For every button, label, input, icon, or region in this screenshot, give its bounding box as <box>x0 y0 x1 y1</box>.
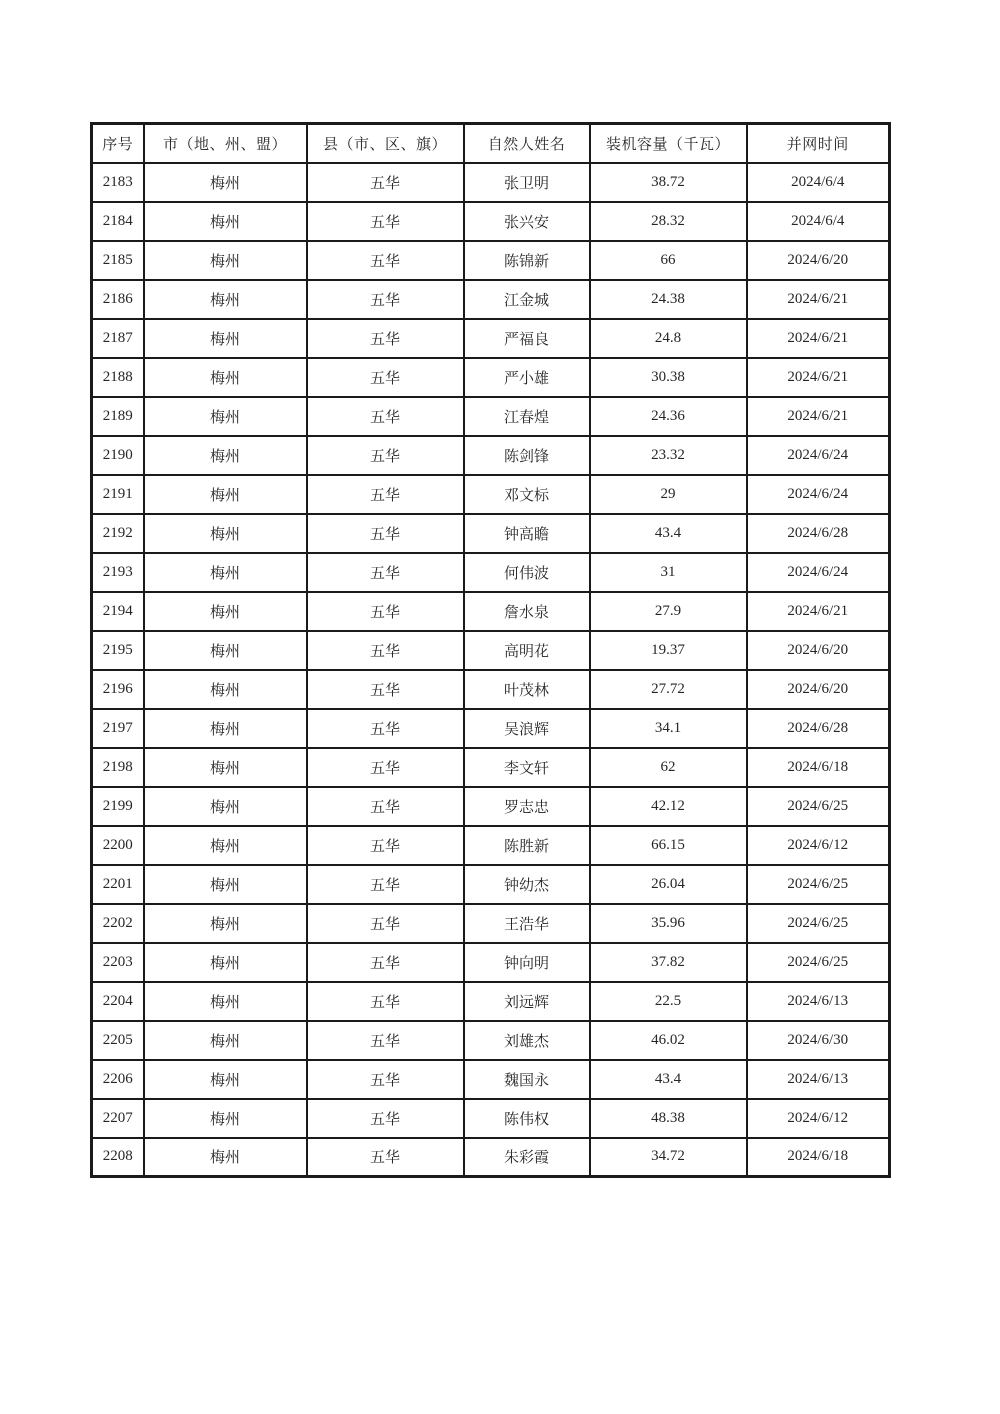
cell-city: 梅州 <box>144 163 307 202</box>
cell-city: 梅州 <box>144 709 307 748</box>
cell-person_name: 严小雄 <box>464 358 590 397</box>
cell-person_name: 刘雄杰 <box>464 1021 590 1060</box>
cell-serial: 2196 <box>92 670 144 709</box>
table-row <box>92 904 890 943</box>
cell-capacity_kw: 23.32 <box>590 436 747 475</box>
cell-serial: 2198 <box>92 748 144 787</box>
cell-city: 梅州 <box>144 982 307 1021</box>
cell-capacity_kw: 34.72 <box>590 1138 747 1177</box>
cell-grid_date: 2024/6/18 <box>747 1138 890 1177</box>
cell-serial: 2184 <box>92 202 144 241</box>
cell-grid_date: 2024/6/4 <box>747 202 890 241</box>
cell-serial: 2191 <box>92 475 144 514</box>
table-row <box>92 163 890 202</box>
table-row <box>92 631 890 670</box>
cell-capacity_kw: 62 <box>590 748 747 787</box>
cell-county: 五华 <box>307 241 464 280</box>
cell-county: 五华 <box>307 514 464 553</box>
cell-serial: 2188 <box>92 358 144 397</box>
cell-county: 五华 <box>307 280 464 319</box>
cell-county: 五华 <box>307 1099 464 1138</box>
cell-city: 梅州 <box>144 397 307 436</box>
column-header-county: 县（市、区、旗） <box>307 124 464 163</box>
cell-serial: 2205 <box>92 1021 144 1060</box>
cell-county: 五华 <box>307 787 464 826</box>
cell-person_name: 张卫明 <box>464 163 590 202</box>
cell-serial: 2207 <box>92 1099 144 1138</box>
cell-person_name: 江金城 <box>464 280 590 319</box>
cell-grid_date: 2024/6/25 <box>747 904 890 943</box>
table-body <box>92 163 890 1177</box>
cell-capacity_kw: 48.38 <box>590 1099 747 1138</box>
cell-county: 五华 <box>307 709 464 748</box>
cell-capacity_kw: 22.5 <box>590 982 747 1021</box>
cell-capacity_kw: 30.38 <box>590 358 747 397</box>
cell-capacity_kw: 46.02 <box>590 1021 747 1060</box>
table-row <box>92 319 890 358</box>
cell-person_name: 严福良 <box>464 319 590 358</box>
cell-grid_date: 2024/6/21 <box>747 280 890 319</box>
cell-serial: 2197 <box>92 709 144 748</box>
cell-county: 五华 <box>307 1060 464 1099</box>
cell-serial: 2194 <box>92 592 144 631</box>
cell-city: 梅州 <box>144 241 307 280</box>
cell-person_name: 罗志忠 <box>464 787 590 826</box>
cell-person_name: 陈锦新 <box>464 241 590 280</box>
table-row <box>92 397 890 436</box>
cell-person_name: 何伟波 <box>464 553 590 592</box>
cell-city: 梅州 <box>144 1138 307 1177</box>
cell-capacity_kw: 24.8 <box>590 319 747 358</box>
cell-city: 梅州 <box>144 1060 307 1099</box>
column-header-grid_date: 并网时间 <box>747 124 890 163</box>
cell-capacity_kw: 43.4 <box>590 514 747 553</box>
cell-capacity_kw: 24.36 <box>590 397 747 436</box>
cell-capacity_kw: 26.04 <box>590 865 747 904</box>
table-row <box>92 475 890 514</box>
table-row <box>92 1138 890 1177</box>
cell-person_name: 钟向明 <box>464 943 590 982</box>
cell-capacity_kw: 35.96 <box>590 904 747 943</box>
cell-person_name: 邓文标 <box>464 475 590 514</box>
cell-grid_date: 2024/6/24 <box>747 553 890 592</box>
cell-capacity_kw: 24.38 <box>590 280 747 319</box>
cell-capacity_kw: 27.9 <box>590 592 747 631</box>
column-header-person_name: 自然人姓名 <box>464 124 590 163</box>
table-row <box>92 748 890 787</box>
cell-person_name: 詹水泉 <box>464 592 590 631</box>
cell-capacity_kw: 19.37 <box>590 631 747 670</box>
cell-city: 梅州 <box>144 280 307 319</box>
cell-serial: 2203 <box>92 943 144 982</box>
cell-county: 五华 <box>307 982 464 1021</box>
cell-capacity_kw: 29 <box>590 475 747 514</box>
cell-capacity_kw: 34.1 <box>590 709 747 748</box>
cell-serial: 2208 <box>92 1138 144 1177</box>
cell-county: 五华 <box>307 319 464 358</box>
cell-serial: 2193 <box>92 553 144 592</box>
cell-capacity_kw: 31 <box>590 553 747 592</box>
cell-city: 梅州 <box>144 436 307 475</box>
cell-city: 梅州 <box>144 904 307 943</box>
table-row <box>92 1060 890 1099</box>
column-header-city: 市（地、州、盟） <box>144 124 307 163</box>
cell-grid_date: 2024/6/24 <box>747 436 890 475</box>
cell-city: 梅州 <box>144 748 307 787</box>
cell-capacity_kw: 38.72 <box>590 163 747 202</box>
cell-grid_date: 2024/6/25 <box>747 787 890 826</box>
table-row <box>92 787 890 826</box>
cell-grid_date: 2024/6/28 <box>747 709 890 748</box>
cell-grid_date: 2024/6/20 <box>747 241 890 280</box>
cell-person_name: 钟幼杰 <box>464 865 590 904</box>
table-row <box>92 514 890 553</box>
cell-person_name: 李文轩 <box>464 748 590 787</box>
cell-county: 五华 <box>307 358 464 397</box>
cell-serial: 2185 <box>92 241 144 280</box>
cell-person_name: 高明花 <box>464 631 590 670</box>
table-row <box>92 982 890 1021</box>
cell-capacity_kw: 66 <box>590 241 747 280</box>
cell-city: 梅州 <box>144 202 307 241</box>
cell-person_name: 钟高瞻 <box>464 514 590 553</box>
cell-grid_date: 2024/6/12 <box>747 826 890 865</box>
cell-county: 五华 <box>307 202 464 241</box>
cell-grid_date: 2024/6/12 <box>747 1099 890 1138</box>
cell-city: 梅州 <box>144 787 307 826</box>
table-row <box>92 436 890 475</box>
cell-grid_date: 2024/6/20 <box>747 631 890 670</box>
cell-grid_date: 2024/6/21 <box>747 592 890 631</box>
cell-serial: 2183 <box>92 163 144 202</box>
cell-person_name: 叶茂林 <box>464 670 590 709</box>
cell-county: 五华 <box>307 397 464 436</box>
column-header-serial: 序号 <box>92 124 144 163</box>
cell-grid_date: 2024/6/25 <box>747 865 890 904</box>
cell-grid_date: 2024/6/30 <box>747 1021 890 1060</box>
cell-serial: 2201 <box>92 865 144 904</box>
table-row <box>92 202 890 241</box>
column-header-capacity_kw: 装机容量（千瓦） <box>590 124 747 163</box>
cell-grid_date: 2024/6/13 <box>747 1060 890 1099</box>
cell-county: 五华 <box>307 436 464 475</box>
cell-person_name: 魏国永 <box>464 1060 590 1099</box>
table-row <box>92 865 890 904</box>
cell-person_name: 江春煌 <box>464 397 590 436</box>
cell-serial: 2200 <box>92 826 144 865</box>
cell-city: 梅州 <box>144 670 307 709</box>
cell-county: 五华 <box>307 1138 464 1177</box>
cell-city: 梅州 <box>144 475 307 514</box>
cell-capacity_kw: 42.12 <box>590 787 747 826</box>
cell-county: 五华 <box>307 631 464 670</box>
cell-city: 梅州 <box>144 319 307 358</box>
cell-person_name: 刘远辉 <box>464 982 590 1021</box>
cell-county: 五华 <box>307 826 464 865</box>
cell-county: 五华 <box>307 943 464 982</box>
table-row <box>92 943 890 982</box>
cell-person_name: 吴浪辉 <box>464 709 590 748</box>
table-row <box>92 826 890 865</box>
cell-city: 梅州 <box>144 514 307 553</box>
cell-county: 五华 <box>307 475 464 514</box>
cell-person_name: 王浩华 <box>464 904 590 943</box>
cell-serial: 2199 <box>92 787 144 826</box>
cell-capacity_kw: 43.4 <box>590 1060 747 1099</box>
cell-grid_date: 2024/6/4 <box>747 163 890 202</box>
cell-city: 梅州 <box>144 1099 307 1138</box>
cell-city: 梅州 <box>144 358 307 397</box>
cell-serial: 2187 <box>92 319 144 358</box>
cell-county: 五华 <box>307 748 464 787</box>
table-row <box>92 670 890 709</box>
cell-city: 梅州 <box>144 943 307 982</box>
cell-city: 梅州 <box>144 592 307 631</box>
cell-city: 梅州 <box>144 631 307 670</box>
cell-person_name: 张兴安 <box>464 202 590 241</box>
cell-serial: 2195 <box>92 631 144 670</box>
table-row <box>92 553 890 592</box>
cell-county: 五华 <box>307 670 464 709</box>
cell-capacity_kw: 37.82 <box>590 943 747 982</box>
table-header-row <box>92 124 890 163</box>
cell-grid_date: 2024/6/21 <box>747 319 890 358</box>
cell-serial: 2202 <box>92 904 144 943</box>
cell-city: 梅州 <box>144 865 307 904</box>
cell-grid_date: 2024/6/24 <box>747 475 890 514</box>
cell-county: 五华 <box>307 592 464 631</box>
cell-person_name: 陈伟权 <box>464 1099 590 1138</box>
cell-city: 梅州 <box>144 553 307 592</box>
cell-county: 五华 <box>307 865 464 904</box>
cell-person_name: 朱彩霞 <box>464 1138 590 1177</box>
grid-connection-table <box>90 122 891 1178</box>
cell-serial: 2189 <box>92 397 144 436</box>
cell-serial: 2206 <box>92 1060 144 1099</box>
cell-grid_date: 2024/6/28 <box>747 514 890 553</box>
cell-person_name: 陈剑锋 <box>464 436 590 475</box>
table-row <box>92 241 890 280</box>
cell-serial: 2192 <box>92 514 144 553</box>
cell-capacity_kw: 66.15 <box>590 826 747 865</box>
cell-person_name: 陈胜新 <box>464 826 590 865</box>
cell-serial: 2186 <box>92 280 144 319</box>
cell-county: 五华 <box>307 163 464 202</box>
cell-grid_date: 2024/6/13 <box>747 982 890 1021</box>
cell-capacity_kw: 28.32 <box>590 202 747 241</box>
cell-capacity_kw: 27.72 <box>590 670 747 709</box>
cell-grid_date: 2024/6/20 <box>747 670 890 709</box>
cell-grid_date: 2024/6/18 <box>747 748 890 787</box>
cell-grid_date: 2024/6/21 <box>747 358 890 397</box>
cell-county: 五华 <box>307 1021 464 1060</box>
cell-grid_date: 2024/6/21 <box>747 397 890 436</box>
cell-grid_date: 2024/6/25 <box>747 943 890 982</box>
table-row <box>92 1021 890 1060</box>
table-row <box>92 709 890 748</box>
table-row <box>92 592 890 631</box>
table-row <box>92 358 890 397</box>
table-row <box>92 1099 890 1138</box>
cell-city: 梅州 <box>144 826 307 865</box>
table-row <box>92 280 890 319</box>
cell-city: 梅州 <box>144 1021 307 1060</box>
cell-serial: 2190 <box>92 436 144 475</box>
cell-serial: 2204 <box>92 982 144 1021</box>
cell-county: 五华 <box>307 553 464 592</box>
cell-county: 五华 <box>307 904 464 943</box>
